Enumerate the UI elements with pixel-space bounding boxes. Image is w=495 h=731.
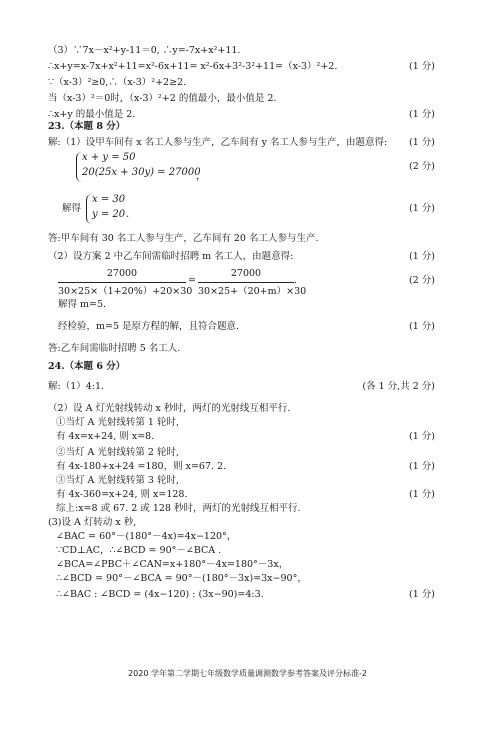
text-line: 解得 (1 分) <box>62 203 435 214</box>
score-label: (1 分) <box>409 137 435 148</box>
score-label: (1 分) <box>409 461 435 472</box>
score-label: (1 分) <box>409 321 435 332</box>
text-line: （3）∵7x－x²+y-11＝0, ∴y=-7x+x²+11. <box>48 45 241 56</box>
section-heading: 24.（本题 6 分） <box>48 361 126 372</box>
score-label: (各 1 分,共 2 分) <box>362 381 435 392</box>
score-label: (1 分) <box>409 203 435 214</box>
text-line: 有 4x-180+x+24 =180，则 x=67. 2. (1 分) <box>56 461 435 472</box>
text-line: 经检验，m=5 是原方程的解，且符合题意. (1 分) <box>58 321 435 332</box>
score-label: (1 分) <box>409 251 435 262</box>
fraction-equation: 27000 30×25×（1+20%）+20×30 = 27000 30×25+（20+m）×30 . <box>58 268 307 297</box>
score-label: (1 分) <box>409 489 435 500</box>
score-label: (2 分) <box>409 161 435 172</box>
text-line: ∵（x-3）²≥0,∴（x-3）²+2≥2. <box>48 77 187 88</box>
text-line: 综上:x=8 或 67. 2 或 128 秒时，两灯的光射线互相平行. <box>56 503 301 514</box>
score-label: (2 分) <box>409 275 435 286</box>
equation-system: x + y = 50 20(25x + 30y) = 27000 ， <box>76 152 276 182</box>
text-line: ②当灯 A 光射线转第 2 轮时, <box>56 447 180 458</box>
section-heading: 23.（本题 8 分） <box>48 121 126 132</box>
score-label: (1 分) <box>409 589 435 600</box>
text-line: ∴∠BAC : ∠BCD = (4x−120) : (3x−90)=4:3. (1 分) <box>56 589 435 600</box>
text-line: 解:（1）4:1. (各 1 分,共 2 分) <box>48 381 435 392</box>
text-line: （2）设方案 2 中乙车间需临时招聘 m 名工人，由题意得: (1 分) <box>48 251 435 262</box>
text-line: ∴∠BCD = 90°－∠BCA = 90°－(180°－3x)=3x−90°， <box>56 573 307 584</box>
text-line: 当（x-3）²＝0时，（x-3）²+2 的值最小，最小值是 2. <box>48 93 277 104</box>
text-line: ∵CD⊥AC，∴∠BCD = 90°－∠BCA . <box>56 545 222 556</box>
text-line <box>0 274 495 288</box>
text-line <box>0 160 495 174</box>
text-line: 答:甲车间有 30 名工人参与生产，乙车间有 20 名工人参与生产. <box>48 233 319 244</box>
score-label: (1 分) <box>409 431 435 442</box>
text-line: ①当灯 A 光射线转第 1 轮时, <box>56 417 180 428</box>
score-label: (1 分) <box>409 109 435 120</box>
text-line: ∠BCA=∠PBC＋∠CAN=x+180°－4x=180°－3x， <box>56 559 289 570</box>
text-line: ③当灯 A 光射线转第 3 轮时, <box>56 475 180 486</box>
text-line: 有 4x-360=x+24, 则 x=128. (1 分) <box>56 489 435 500</box>
text-line: ∴x+y 的最小值是 2. (1 分) <box>48 109 435 120</box>
text-line: 答:乙车间需临时招聘 5 名工人. <box>48 343 181 354</box>
text-line: 有 4x=x+24, 则 x=8. (1 分) <box>56 431 435 442</box>
text-line: ∠BAC = 60°－(180°－4x)=4x−120°， <box>56 531 237 542</box>
text-line: （2）设 A 灯光射线转动 x 秒时，两灯的光射线互相平行. <box>48 403 291 414</box>
text-line: ∴x+y=x-7x+x²+11=x²-6x+11= x²-6x+3²-3²+11=（x-3）²+2. (1 分) <box>48 61 435 72</box>
score-label: (1 分) <box>409 61 435 72</box>
page-footer: 2020 学年第二学期七年级数学质量调测数学参考答案及评分标准-2 <box>128 669 367 678</box>
text-line: (3)设 A 灯转动 x 秒, <box>48 517 137 528</box>
text-line: 解得 m=5. <box>58 299 107 310</box>
solution-system: x = 30 y = 20 . <box>86 194 166 224</box>
text-line: 解:（1）设甲车间有 x 名工人参与生产，乙车间有 y 名工人参与生产，由题意得: (1 分) <box>48 137 435 148</box>
